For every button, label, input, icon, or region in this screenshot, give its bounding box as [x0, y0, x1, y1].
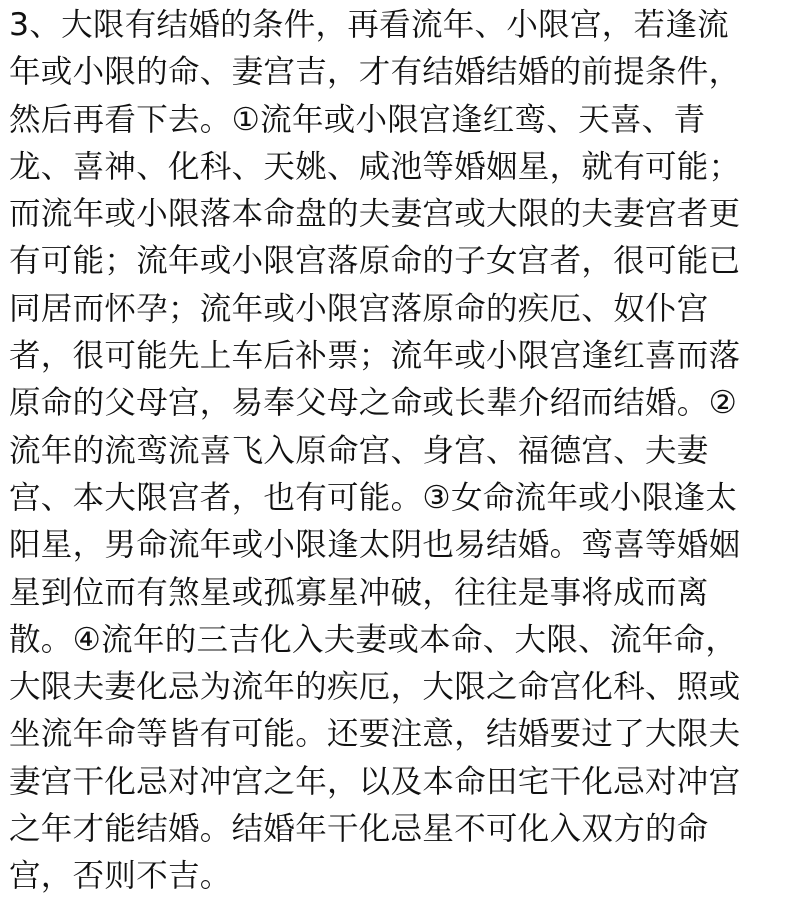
text-line-14: 散。④流年的三吉化入夫妻或本命、大限、流年命， — [9, 621, 738, 658]
text-line-9: 原命的父母宫，易奉父母之命或长辈介绍而结婚。② — [9, 385, 738, 422]
text-line-13: 星到位而有煞星或孤寡星冲破，往往是事将成而离 — [9, 574, 709, 611]
text-line-16: 坐流年命等皆有可能。还要注意，结婚要过了大限夫 — [9, 716, 741, 753]
text-line-19: 宫，否则不吉。 — [9, 858, 232, 895]
text-line-2: 年或小限的命、妻宫吉，才有结婚结婚的前提条件， — [9, 54, 741, 91]
text-line-17: 妻宫干化忌对冲宫之年，以及本命田宅干化忌对冲宫 — [9, 763, 741, 800]
text-line-6: 有可能；流年或小限宫落原命的子女宫者，很可能已 — [9, 243, 741, 280]
text-line-18: 之年才能结婚。结婚年干化忌星不可化入双方的命 — [9, 811, 709, 848]
text-line-4: 龙、喜神、化科、天姚、咸池等婚姻星，就有可能； — [9, 148, 741, 185]
article-text — [9, 2, 799, 901]
text-line-11: 宫、本大限宫者，也有可能。③女命流年或小限逢太 — [9, 479, 738, 516]
text-line-3: 然后再看下去。①流年或小限宫逢红鸾、天喜、青 — [9, 101, 706, 138]
text-line-12: 阳星，男命流年或小限逢太阴也易结婚。鸾喜等婚姻 — [9, 527, 741, 564]
text-line-1: 3、大限有结婚的条件，再看流年、小限宫，若逢流 — [9, 7, 729, 43]
text-line-8: 者，很可能先上车后补票；流年或小限宫逢红喜而落 — [9, 338, 741, 375]
text-line-5: 而流年或小限落本命盘的夫妻宫或大限的夫妻宫者更 — [9, 196, 741, 233]
text-line-10: 流年的流鸾流喜飞入原命宫、身宫、福德宫、夫妻 — [9, 432, 709, 469]
text-line-15: 大限夫妻化忌为流年的疾厄，大限之命宫化科、照或 — [9, 669, 741, 706]
text-line-7: 同居而怀孕；流年或小限宫落原命的疾厄、奴仆宫 — [9, 290, 709, 327]
